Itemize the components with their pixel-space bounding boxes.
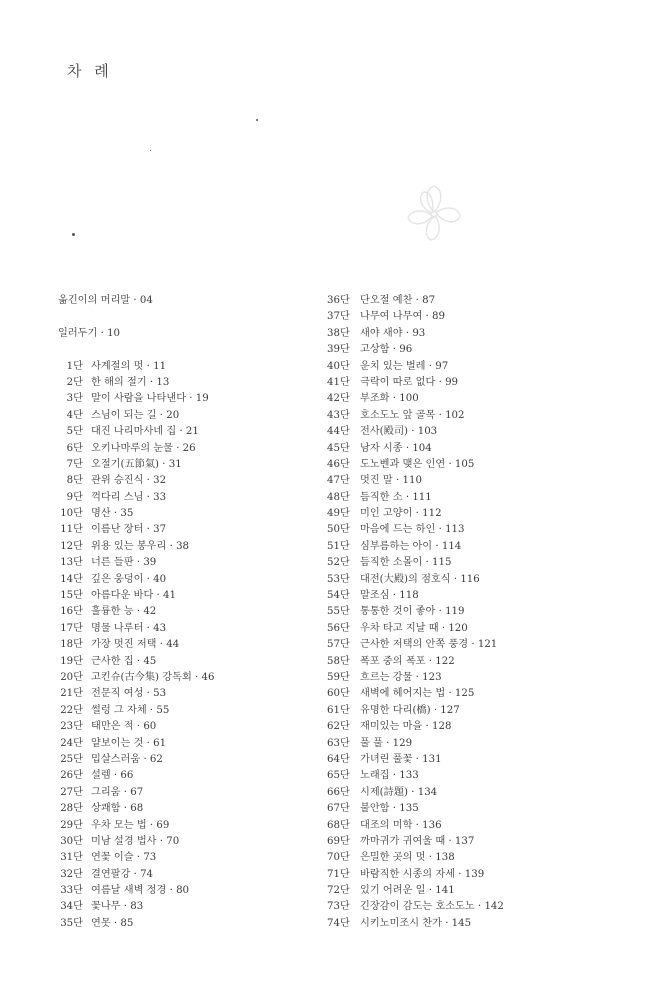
toc-entry[interactable] bbox=[58, 752, 308, 768]
toc-entry[interactable] bbox=[327, 834, 627, 850]
toc-entry-title: 극락이 따로 없다 · 99 bbox=[360, 376, 459, 388]
toc-entry-title: 꽃나무 · 83 bbox=[91, 901, 144, 913]
toc-entry-number: 50단 bbox=[327, 524, 350, 536]
toc-front-item-preface[interactable]: 옮긴이의 머리말 · 04 bbox=[58, 295, 153, 306]
toc-entry[interactable] bbox=[327, 359, 627, 375]
toc-entry-number: 10단 bbox=[60, 508, 83, 520]
toc-entry[interactable] bbox=[58, 539, 308, 555]
toc-entry-number: 6단 bbox=[66, 442, 83, 454]
toc-entry-number: 13단 bbox=[60, 557, 83, 569]
toc-entry-number: 48단 bbox=[327, 491, 350, 503]
toc-entry-title: 나무여 나무여 · 89 bbox=[360, 311, 445, 323]
toc-entry-number: 30단 bbox=[60, 835, 83, 847]
toc-entry-number: 47단 bbox=[327, 475, 350, 487]
toc-entry-number: 1단 bbox=[66, 360, 83, 372]
toc-entry-title: 재미있는 마을 · 128 bbox=[360, 721, 452, 733]
toc-entry-number: 58단 bbox=[327, 655, 350, 667]
toc-entry[interactable] bbox=[327, 867, 627, 883]
toc-entry[interactable] bbox=[58, 391, 308, 407]
toc-entry[interactable] bbox=[327, 768, 627, 784]
toc-entry[interactable] bbox=[327, 326, 627, 342]
toc-entry-number: 14단 bbox=[60, 573, 83, 585]
toc-entry-number: 5단 bbox=[66, 426, 83, 438]
toc-entry-title: 그리움 · 67 bbox=[91, 786, 144, 798]
toc-entry-number: 7단 bbox=[66, 458, 83, 470]
toc-entry-number: 39단 bbox=[327, 344, 350, 356]
toc-entry-title: 듬직한 소 · 111 bbox=[360, 491, 432, 503]
toc-entry-number: 20단 bbox=[60, 671, 83, 683]
toc-entry-number: 9단 bbox=[66, 491, 83, 503]
toc-entry-title: 명산 · 35 bbox=[91, 508, 134, 520]
toc-entry-number: 28단 bbox=[60, 803, 83, 815]
toc-entry-title: 근사한 집 · 45 bbox=[91, 655, 157, 667]
toc-entry[interactable] bbox=[58, 768, 308, 784]
toc-entry-number: 43단 bbox=[327, 409, 350, 421]
toc-entry-title: 있기 어려운 일 · 141 bbox=[360, 885, 455, 897]
toc-entry[interactable] bbox=[327, 588, 627, 604]
toc-entry-title: 멋진 말 · 110 bbox=[360, 475, 422, 487]
toc-entry-title: 단오절 예찬 · 87 bbox=[360, 295, 436, 306]
toc-entry[interactable] bbox=[58, 375, 308, 391]
toc-entry[interactable] bbox=[58, 801, 308, 817]
toc-entry-title: 고상함 · 96 bbox=[360, 344, 413, 356]
toc-entry-number: 54단 bbox=[327, 590, 350, 602]
toc-entry-title: 심부름하는 아이 · 114 bbox=[360, 540, 462, 552]
toc-list-left bbox=[58, 359, 308, 933]
toc-entry-number: 12단 bbox=[60, 540, 83, 552]
toc-entry-number: 56단 bbox=[327, 622, 350, 634]
toc-entry-title: 통통한 것이 좋아 · 119 bbox=[360, 606, 465, 618]
toc-entry-title: 근사한 저택의 안쪽 풍경 · 121 bbox=[360, 639, 498, 651]
toc-entry-number: 45단 bbox=[327, 442, 350, 454]
toc-entry[interactable] bbox=[58, 654, 308, 670]
toc-entry-title: 마음에 드는 하인 · 113 bbox=[360, 524, 465, 536]
toc-entry-number: 41단 bbox=[327, 376, 350, 388]
toc-entry-title: 가장 멋진 저택 · 44 bbox=[91, 639, 180, 651]
toc-entry-number: 29단 bbox=[60, 819, 83, 831]
toc-entry[interactable] bbox=[327, 801, 627, 817]
toc-entry-number: 24단 bbox=[60, 737, 83, 749]
toc-entry[interactable] bbox=[58, 572, 308, 588]
toc-entry-title: 운치 있는 벌레 · 97 bbox=[360, 360, 449, 372]
toc-front-item-notes[interactable]: 일러두기 · 10 bbox=[58, 327, 121, 339]
toc-entry-number: 62단 bbox=[327, 721, 350, 733]
toc-entry[interactable] bbox=[58, 670, 308, 686]
toc-entry-number: 63단 bbox=[327, 737, 350, 749]
toc-entry[interactable] bbox=[58, 359, 308, 375]
toc-entry-number: 73단 bbox=[327, 901, 350, 913]
toc-entry-number: 25단 bbox=[60, 753, 83, 765]
toc-entry[interactable] bbox=[327, 686, 627, 702]
toc-entry[interactable] bbox=[327, 555, 627, 571]
toc-entry[interactable] bbox=[327, 457, 627, 473]
toc-entry[interactable] bbox=[58, 686, 308, 702]
toc-entry-title: 듬직한 소몰이 · 115 bbox=[360, 557, 452, 569]
toc-entry-number: 35단 bbox=[60, 917, 83, 929]
toc-entry-number: 3단 bbox=[66, 393, 83, 405]
toc-entry-number: 61단 bbox=[327, 704, 350, 716]
toc-entry-title: 썰렁 그 자체 · 55 bbox=[91, 704, 170, 716]
toc-right-column bbox=[327, 293, 627, 932]
toc-entry-title: 바람직한 시종의 자세 · 139 bbox=[360, 868, 485, 880]
toc-entry[interactable] bbox=[327, 604, 627, 620]
toc-entry-number: 2단 bbox=[66, 376, 83, 388]
toc-entry[interactable] bbox=[58, 441, 308, 457]
toc-entry-title: 시키노미조시 찬가 · 145 bbox=[360, 917, 472, 929]
toc-entry-number: 71단 bbox=[327, 868, 350, 880]
toc-entry-title: 전문직 여성 · 53 bbox=[91, 688, 167, 700]
speck-mark bbox=[256, 119, 258, 121]
toc-entry-number: 11단 bbox=[60, 524, 83, 536]
toc-entry[interactable] bbox=[327, 506, 627, 522]
toc-entry-title: 가녀린 풀꽃 · 131 bbox=[360, 753, 442, 765]
toc-entry[interactable] bbox=[58, 867, 308, 883]
toc-entry-title: 남자 시종 · 104 bbox=[360, 442, 432, 454]
toc-entry[interactable] bbox=[58, 785, 308, 801]
toc-entry[interactable] bbox=[58, 506, 308, 522]
toc-entry-number: 31단 bbox=[60, 852, 83, 864]
toc-entry[interactable] bbox=[58, 490, 308, 506]
toc-entry-number: 46단 bbox=[327, 458, 350, 470]
toc-entry-number: 49단 bbox=[327, 508, 350, 520]
toc-entry-number: 66단 bbox=[327, 786, 350, 798]
toc-entry[interactable] bbox=[327, 490, 627, 506]
toc-entry[interactable] bbox=[327, 424, 627, 440]
speck-mark bbox=[72, 233, 75, 236]
toc-entry-number: 55단 bbox=[327, 606, 350, 618]
toc-entry-title: 대진 나리마사네 집 · 21 bbox=[91, 426, 199, 438]
toc-entry[interactable] bbox=[58, 457, 308, 473]
toc-entry-number: 32단 bbox=[60, 868, 83, 880]
toc-entry-title: 스님이 되는 길 · 20 bbox=[91, 409, 180, 421]
toc-entry-title: 여름날 새벽 정경 · 80 bbox=[91, 885, 190, 897]
toc-entry-title: 연꽃 이슬 · 73 bbox=[91, 852, 157, 864]
toc-entry[interactable] bbox=[58, 621, 308, 637]
toc-entry-title: 너른 들판 · 39 bbox=[91, 557, 157, 569]
toc-entry-number: 59단 bbox=[327, 671, 350, 683]
toc-entry[interactable] bbox=[327, 391, 627, 407]
toc-entry[interactable] bbox=[58, 818, 308, 834]
toc-entry[interactable] bbox=[58, 703, 308, 719]
toc-entry-number: 38단 bbox=[327, 327, 350, 339]
toc-entry[interactable] bbox=[58, 424, 308, 440]
toc-entry-title: 이름난 장터 · 37 bbox=[91, 524, 167, 536]
toc-entry-number: 72단 bbox=[327, 885, 350, 897]
toc-entry-number: 74단 bbox=[327, 917, 350, 929]
toc-entry-number: 37단 bbox=[327, 311, 350, 323]
toc-entry[interactable] bbox=[327, 850, 627, 866]
toc-entry[interactable] bbox=[327, 670, 627, 686]
toc-entry-number: 68단 bbox=[327, 819, 350, 831]
toc-left-column bbox=[58, 293, 308, 932]
toc-entry[interactable] bbox=[58, 850, 308, 866]
toc-entry-title: 폭포 중의 폭포 · 122 bbox=[360, 655, 455, 667]
toc-entry-number: 64단 bbox=[327, 753, 350, 765]
toc-entry-number: 26단 bbox=[60, 770, 83, 782]
toc-entry-title: 연못 · 85 bbox=[91, 917, 134, 929]
toc-entry-number: 51단 bbox=[327, 540, 350, 552]
toc-entry[interactable] bbox=[58, 916, 308, 932]
toc-entry-title: 흐르는 강물 · 123 bbox=[360, 671, 442, 683]
toc-entry-title: 도노벤과 맺은 인연 · 105 bbox=[360, 458, 475, 470]
toc-entry-number: 17단 bbox=[60, 622, 83, 634]
toc-entry[interactable] bbox=[58, 719, 308, 735]
toc-entry-title: 우차 타고 지날 때 · 120 bbox=[360, 622, 468, 634]
toc-entry-title: 새벽에 헤어지는 법 · 125 bbox=[360, 688, 475, 700]
toc-entry-title: 전사(殿司) · 103 bbox=[360, 426, 438, 438]
toc-entry[interactable] bbox=[327, 293, 627, 309]
toc-entry[interactable] bbox=[327, 916, 627, 932]
toc-entry[interactable] bbox=[58, 899, 308, 915]
toc-entry[interactable] bbox=[327, 899, 627, 915]
toc-entry-number: 8단 bbox=[66, 475, 83, 487]
toc-entry[interactable] bbox=[58, 637, 308, 653]
toc-entry-number: 33단 bbox=[60, 885, 83, 897]
toc-entry[interactable] bbox=[327, 785, 627, 801]
toc-entry-title: 우차 모는 법 · 69 bbox=[91, 819, 170, 831]
toc-entry-title: 얕보이는 것 · 61 bbox=[91, 737, 167, 749]
toc-entry-number: 18단 bbox=[60, 639, 83, 651]
toc-entry-number: 42단 bbox=[327, 393, 350, 405]
toc-entry-number: 21단 bbox=[60, 688, 83, 700]
toc-entry[interactable] bbox=[58, 588, 308, 604]
toc-entry-title: 새야 새야 · 93 bbox=[360, 327, 426, 339]
toc-entry-title: 호소도노 앞 골목 · 102 bbox=[360, 409, 465, 421]
toc-entry[interactable] bbox=[327, 719, 627, 735]
toc-entry-number: 19단 bbox=[60, 655, 83, 667]
toc-entry-number: 22단 bbox=[60, 704, 83, 716]
toc-entry-title: 불안함 · 135 bbox=[360, 803, 419, 815]
toc-entry[interactable] bbox=[327, 736, 627, 752]
toc-entry[interactable] bbox=[58, 555, 308, 571]
toc-entry-number: 60단 bbox=[327, 688, 350, 700]
toc-entry[interactable] bbox=[58, 408, 308, 424]
flower-watermark-icon bbox=[398, 178, 470, 250]
toc-entry-number: 40단 bbox=[327, 360, 350, 372]
toc-entry-title: 아름다운 바다 · 41 bbox=[91, 590, 176, 602]
toc-entry-title: 노래집 · 133 bbox=[360, 770, 419, 782]
toc-entry[interactable] bbox=[58, 883, 308, 899]
toc-entry[interactable] bbox=[327, 572, 627, 588]
toc-entry-title: 위용 있는 봉우리 · 38 bbox=[91, 540, 190, 552]
toc-entry-number: 23단 bbox=[60, 721, 83, 733]
toc-entry-title: 오절기(五節氣) · 31 bbox=[91, 458, 182, 470]
toc-entry-title: 한 해의 절기 · 13 bbox=[91, 376, 170, 388]
toc-entry-title: 관위 승진식 · 32 bbox=[91, 475, 167, 487]
page-title: 차 례 bbox=[67, 62, 113, 80]
toc-entry-number: 4단 bbox=[66, 409, 83, 421]
toc-entry-title: 깊은 웅덩이 · 40 bbox=[91, 573, 167, 585]
toc-entry[interactable] bbox=[58, 522, 308, 538]
toc-entry-number: 69단 bbox=[327, 835, 350, 847]
toc-entry-title: 미남 설경 법사 · 70 bbox=[91, 835, 180, 847]
toc-entry-number: 16단 bbox=[60, 606, 83, 618]
toc-entry[interactable] bbox=[327, 539, 627, 555]
toc-entry[interactable] bbox=[327, 522, 627, 538]
toc-entry-title: 미인 고양이 · 112 bbox=[360, 508, 442, 520]
toc-entry-title: 고킨슈(古今集) 강독회 · 46 bbox=[91, 671, 215, 683]
toc-entry-number: 53단 bbox=[327, 573, 350, 585]
toc-entry-title: 풀 풀 · 129 bbox=[360, 737, 413, 749]
toc-entry-title: 꺽다리 스님 · 33 bbox=[91, 491, 167, 503]
toc-entry[interactable] bbox=[58, 736, 308, 752]
toc-entry-title: 대조의 미학 · 136 bbox=[360, 819, 442, 831]
toc-entry[interactable] bbox=[327, 473, 627, 489]
toc-entry[interactable] bbox=[327, 883, 627, 899]
toc-entry[interactable] bbox=[327, 309, 627, 325]
toc-entry-title: 말조심 · 118 bbox=[360, 590, 419, 602]
toc-entry[interactable] bbox=[58, 604, 308, 620]
toc-entry[interactable] bbox=[327, 342, 627, 358]
toc-entry[interactable] bbox=[327, 637, 627, 653]
toc-entry[interactable] bbox=[327, 408, 627, 424]
toc-entry[interactable] bbox=[327, 818, 627, 834]
toc-list-right bbox=[327, 293, 627, 932]
toc-entry-title: 훌륭한 능 · 42 bbox=[91, 606, 157, 618]
toc-entry-title: 시제(詩題) · 134 bbox=[360, 786, 438, 798]
toc-entry-title: 유명한 다리(橋) · 127 bbox=[360, 704, 460, 716]
toc-entry-title: 부조화 · 100 bbox=[360, 393, 419, 405]
toc-entry[interactable] bbox=[327, 621, 627, 637]
speck-mark bbox=[150, 150, 151, 151]
toc-entry-number: 67단 bbox=[327, 803, 350, 815]
toc-entry-title: 명물 나루터 · 43 bbox=[91, 622, 167, 634]
toc-entry-number: 57단 bbox=[327, 639, 350, 651]
toc-entry-number: 36단 bbox=[327, 295, 350, 306]
toc-entry-title: 은밀한 곳의 멋 · 138 bbox=[360, 852, 455, 864]
toc-entry[interactable] bbox=[327, 375, 627, 391]
toc-entry-number: 27단 bbox=[60, 786, 83, 798]
toc-entry-number: 52단 bbox=[327, 557, 350, 569]
toc-entry-title: 결연팔강 · 74 bbox=[91, 868, 154, 880]
toc-entry-title: 태만은 적 · 60 bbox=[91, 721, 157, 733]
toc-entry-title: 밉살스러움 · 62 bbox=[91, 753, 163, 765]
toc-entry-number: 65단 bbox=[327, 770, 350, 782]
toc-entry-title: 긴장감이 감도는 호소도노 · 142 bbox=[360, 901, 504, 913]
toc-entry-title: 말이 사람을 나타낸다 · 19 bbox=[91, 393, 209, 405]
toc-entry-title: 대전(大殿)의 점호식 · 116 bbox=[360, 573, 480, 585]
toc-entry[interactable] bbox=[327, 752, 627, 768]
toc-entry[interactable] bbox=[327, 441, 627, 457]
toc-entry-title: 오키나마루의 눈물 · 26 bbox=[91, 442, 196, 454]
toc-entry[interactable] bbox=[58, 473, 308, 489]
toc-entry[interactable] bbox=[58, 834, 308, 850]
toc-entry-title: 설렘 · 66 bbox=[91, 770, 134, 782]
toc-entry-number: 34단 bbox=[60, 901, 83, 913]
toc-entry[interactable] bbox=[327, 654, 627, 670]
toc-entry[interactable] bbox=[327, 703, 627, 719]
toc-entry-number: 44단 bbox=[327, 426, 350, 438]
toc-entry-title: 상쾌함 · 68 bbox=[91, 803, 144, 815]
toc-entry-title: 사계절의 멋 · 11 bbox=[91, 360, 167, 372]
toc-entry-number: 70단 bbox=[327, 852, 350, 864]
toc-entry-title: 까마귀가 귀여울 때 · 137 bbox=[360, 835, 475, 847]
toc-entry-number: 15단 bbox=[60, 590, 83, 602]
